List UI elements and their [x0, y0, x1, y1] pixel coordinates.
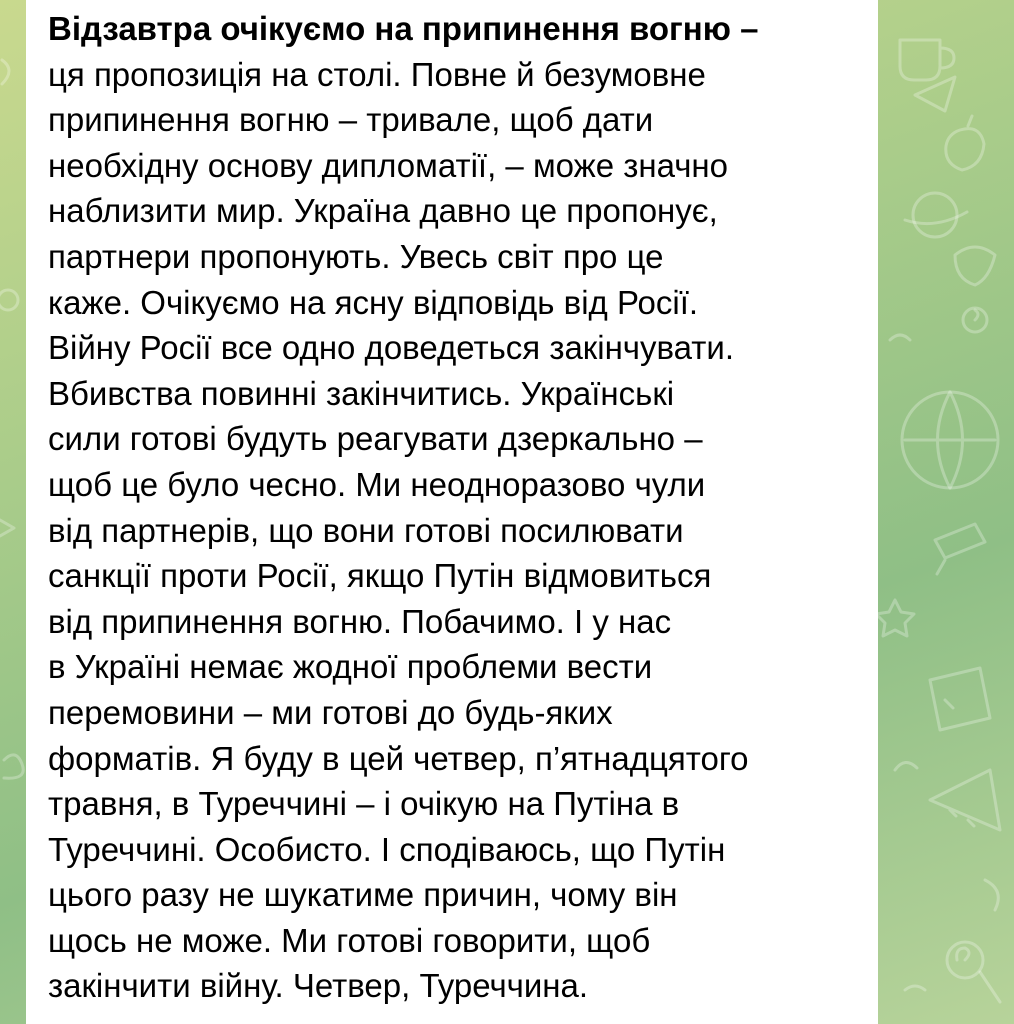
message-headline: Відзавтра очікуємо на припинення вогню – — [48, 10, 759, 47]
doodle-swirl-icon — [4, 755, 23, 778]
pizza-slice-icon — [930, 770, 1000, 830]
flashlight-icon — [935, 524, 985, 574]
doodle-curve-icon — [2, 60, 9, 84]
doodle-arrow-icon — [0, 520, 14, 536]
message-body: ця пропозиція на столі. Повне й безумовне припинення вогню – тривале, щоб дати необхідну основу дипломатії, – може значно наблизити мир. Україна давно це пропонує, партнери пропонують. Увесь світ про це каже. Очікуємо на ясну відповідь від Росії. Війну Росії все одно доведеться закінчувати. Вбивства повинні закінчитись. Українські сили готові будуть реагувати дзеркально – щоб це було чесно. Ми неодноразово чули від партнерів, що вони готові посилювати санкції проти Росії, якщо Путін відмовиться від припинення вогню. Побачимо. І у нас в Україні немає жодної проблеми вести перемовини – ми готові до будь-яких форматів. Я буду в цей четвер, п’ятнадцятого травня, в Туреччині – і очікую на Путіна в Туреччині. Особисто. І сподіваюсь, що Путін цього разу не шукатиме причин, чому він щось не може. Ми готові говорити, щоб закінчити війну. Четвер, Туреччина. — [48, 55, 749, 1005]
cup-icon — [900, 40, 954, 80]
message-bubble[interactable] — [26, 0, 878, 1024]
planet-icon — [913, 193, 957, 237]
cat-face-icon — [955, 247, 995, 285]
message-text — [48, 6, 862, 1009]
photo-icon — [930, 668, 990, 730]
star-icon — [876, 600, 914, 636]
strawberry-icon — [946, 116, 984, 170]
paper-plane-icon — [915, 77, 955, 111]
doodle-circle-icon — [0, 290, 18, 310]
